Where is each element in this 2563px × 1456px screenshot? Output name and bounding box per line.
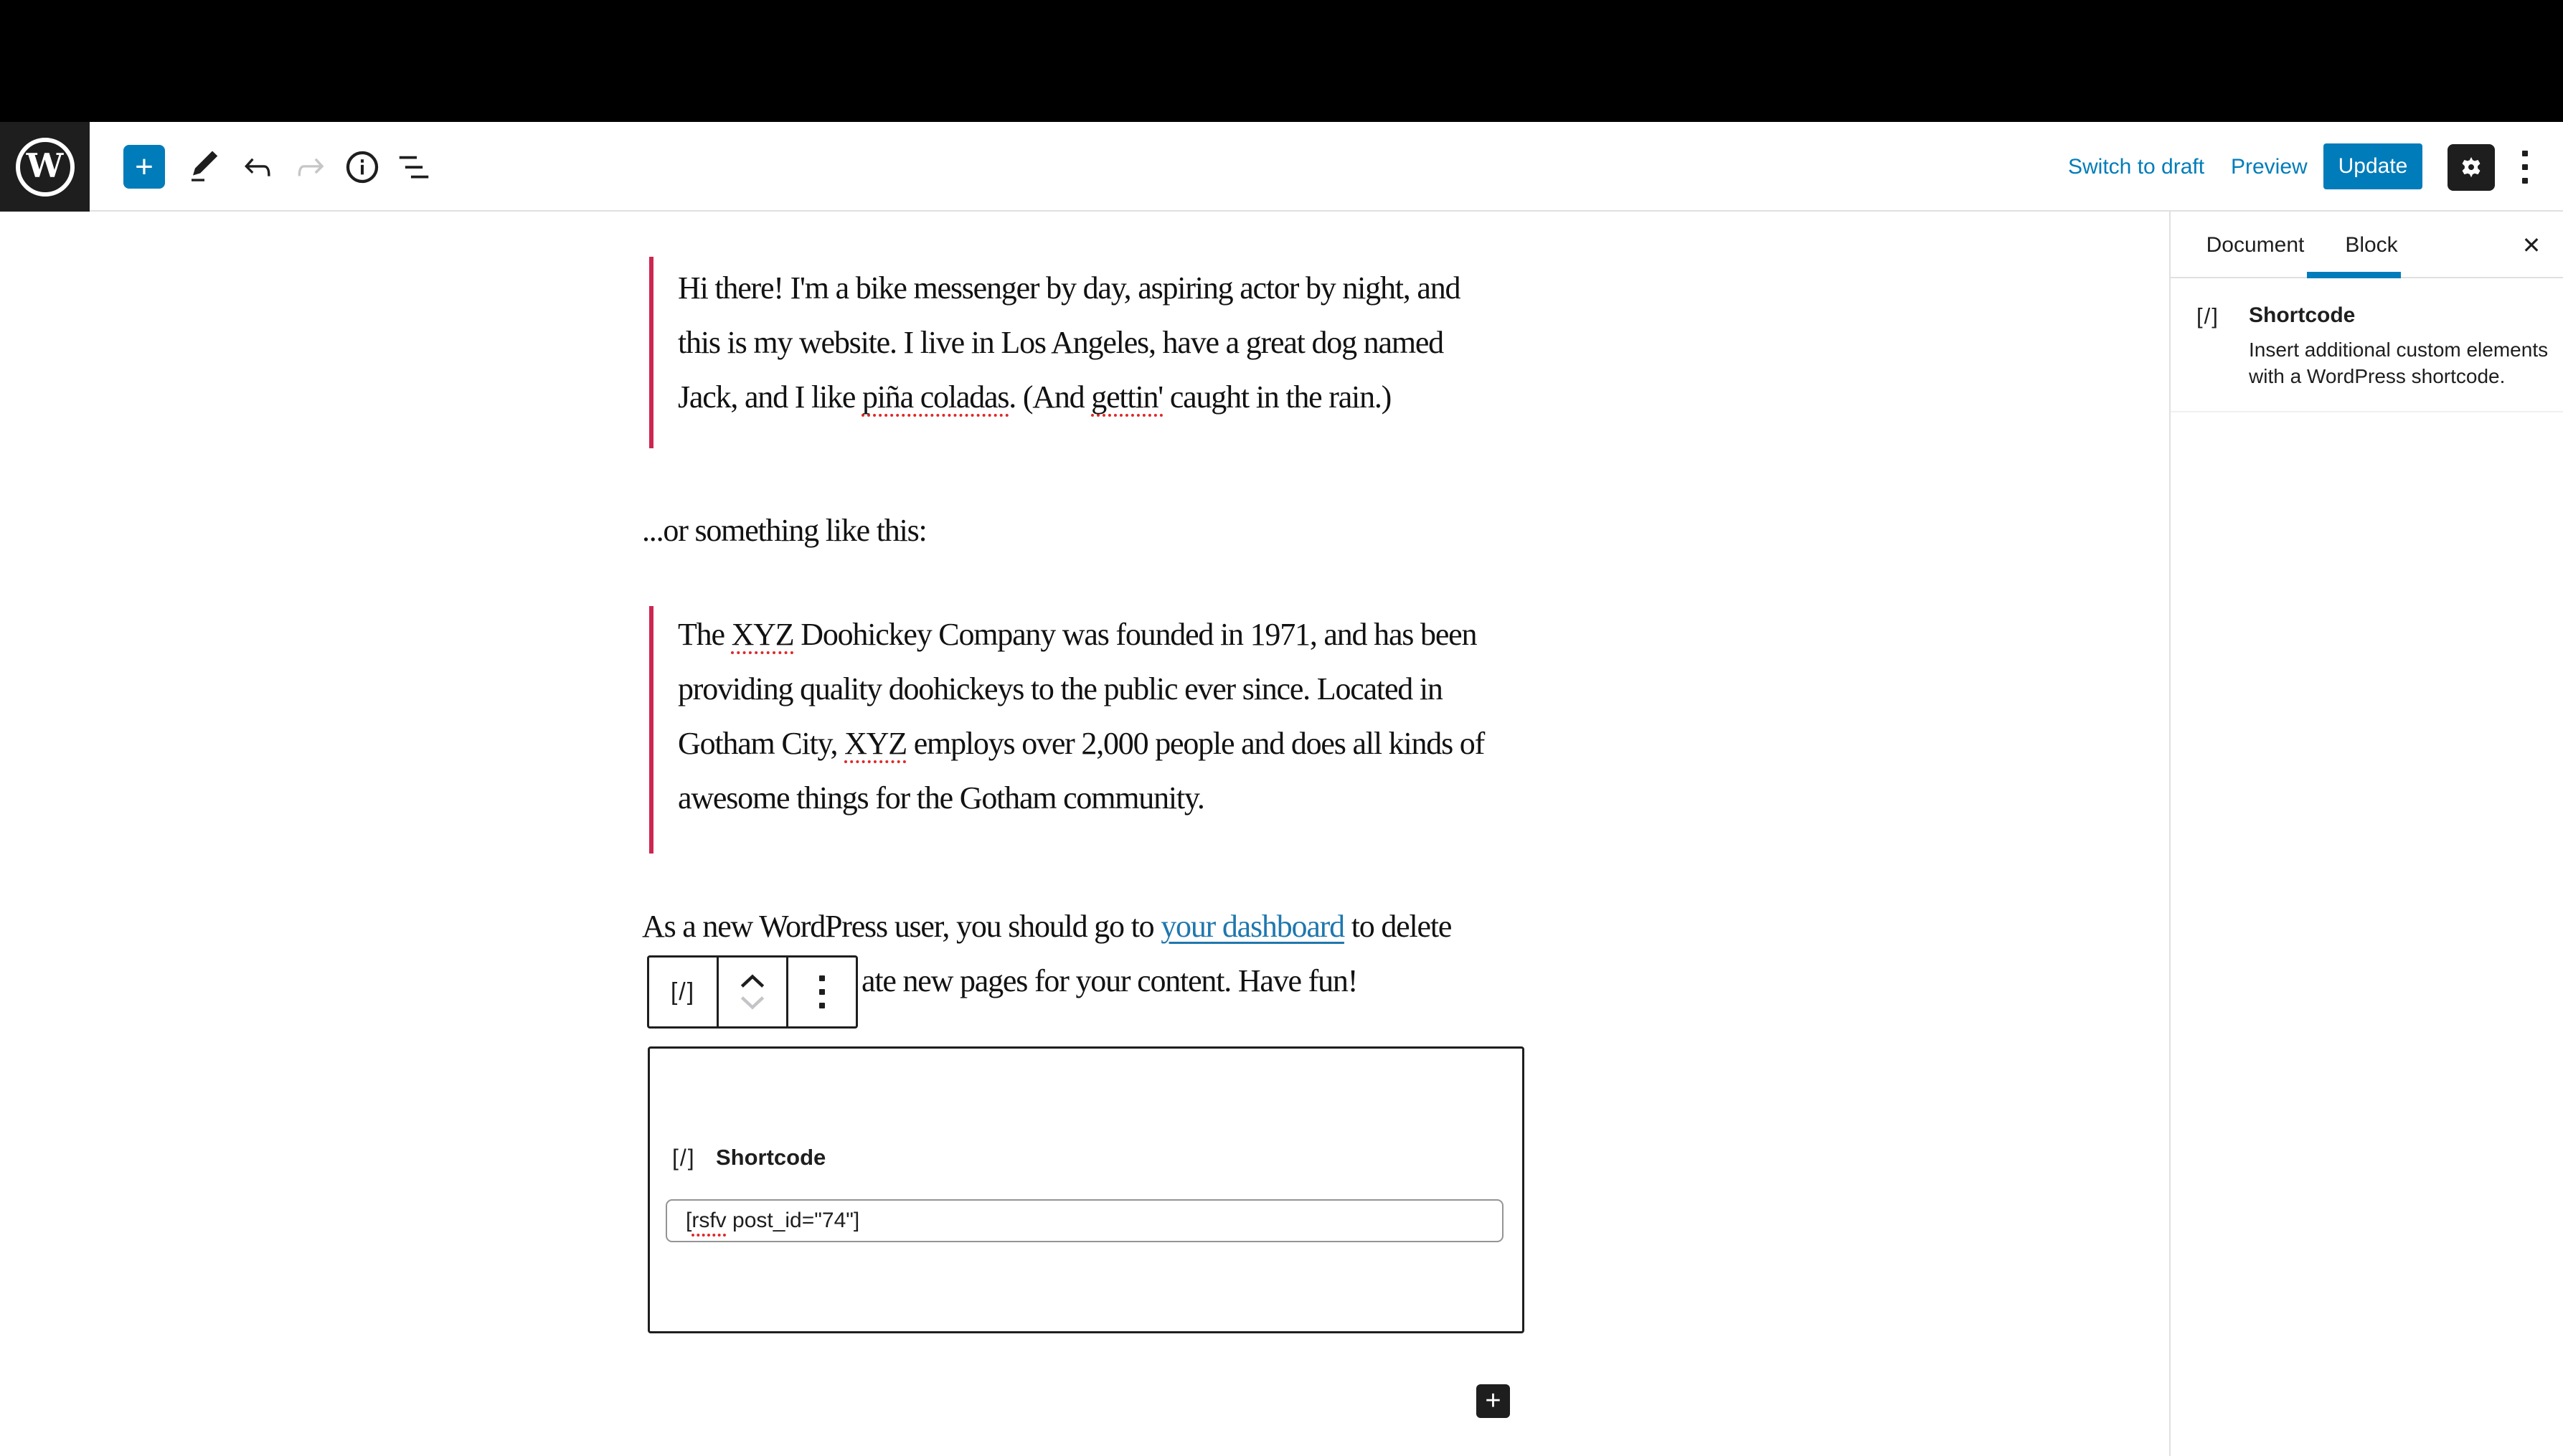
update-button[interactable]: Update [2323, 143, 2422, 189]
tools-button[interactable] [185, 148, 224, 186]
pencil-icon [185, 148, 224, 186]
kebab-icon [819, 975, 825, 1008]
block-inserter-button[interactable] [123, 145, 165, 189]
quote1-line2: this is my website. I live in Los Angeles, have a great dog named [678, 325, 1443, 360]
spellcheck-word: piña coladas [862, 379, 1009, 415]
shortcode-icon: [/] [2196, 303, 2219, 328]
block-type-button[interactable] [649, 958, 717, 1026]
shortcode-input[interactable]: [ rsfv post_id="74"] [666, 1199, 1504, 1242]
redo-icon [291, 148, 330, 186]
undo-icon [238, 148, 277, 186]
block-options-button[interactable] [786, 958, 856, 1026]
panel-divider [2171, 411, 2563, 412]
your-dashboard-link[interactable]: your dashboard [1161, 909, 1344, 944]
paragraph-block-2[interactable]: As a new WordPress user, you should go to your dashboard to delete [642, 909, 1452, 944]
shortcode-block-label: Shortcode [716, 1145, 826, 1170]
list-view-button[interactable] [395, 148, 433, 186]
spellcheck-word: rsfv [692, 1209, 727, 1232]
shortcode-block[interactable] [648, 1046, 1524, 1333]
wordpress-logo-button[interactable] [0, 122, 90, 212]
wordpress-logo-icon [16, 138, 75, 197]
plus-icon: + [1485, 1386, 1501, 1416]
close-icon: ✕ [2521, 232, 2541, 259]
wordpress-logo-letter: W [26, 146, 64, 185]
undo-button[interactable] [238, 148, 277, 186]
redo-button-disabled[interactable] [291, 148, 330, 186]
active-tab-indicator [2307, 272, 2401, 278]
quote2-line1: The XYZ Doohickey Company was founded in 1971, and has been [678, 617, 1477, 652]
top-black-bar [0, 0, 2563, 122]
spellcheck-word: XYZ [844, 726, 907, 761]
block-toolbar [647, 955, 858, 1029]
info-icon [343, 148, 382, 186]
options-menu-button[interactable] [2511, 147, 2539, 187]
plus-icon: + [135, 148, 154, 184]
quote-block-2[interactable] [649, 606, 1484, 854]
shortcode-icon: [/] [672, 1145, 696, 1171]
quote1-line3: Jack, and I like piña coladas. (And gettin' caught in the rain.) [678, 379, 1392, 415]
move-down-icon[interactable] [737, 992, 768, 1015]
kebab-icon [2522, 151, 2528, 156]
quote-block-1[interactable] [649, 257, 1460, 448]
block-panel-description: Insert additional custom elements with a WordPress shortcode. [2249, 339, 2549, 387]
paragraph-block-2-line2[interactable]: ate new pages for your content. Have fun! [862, 963, 1358, 998]
gear-icon [2455, 152, 2487, 184]
spellcheck-word: XYZ [731, 617, 794, 652]
quote2-line3: Gotham City, XYZ employs over 2,000 people and does all kinds of [678, 726, 1485, 761]
add-block-button[interactable] [1476, 1384, 1510, 1418]
quote1-line1: Hi there! I'm a bike messenger by day, aspiring actor by night, and [678, 270, 1460, 306]
block-mover [717, 958, 786, 1026]
shortcode-icon: [/] [670, 978, 696, 1006]
preview-link[interactable]: Preview [2231, 154, 2308, 179]
tab-document[interactable]: Document [2206, 232, 2305, 257]
sidebar-tab-row [2171, 212, 2563, 278]
paragraph-block-1[interactable]: ...or something like this: [642, 513, 927, 548]
quote2-line4: awesome things for the Gotham community. [678, 780, 1204, 816]
list-view-icon [395, 148, 433, 186]
spellcheck-word: gettin' [1091, 379, 1164, 415]
block-panel-title: Shortcode [2249, 303, 2356, 327]
move-up-icon[interactable] [737, 969, 768, 992]
tab-block[interactable]: Block [2345, 232, 2398, 257]
settings-button[interactable] [2448, 144, 2495, 191]
close-sidebar-button[interactable] [2514, 227, 2549, 263]
details-button[interactable] [343, 148, 382, 186]
quote2-line2: providing quality doohickeys to the public ever since. Located in [678, 671, 1443, 706]
settings-sidebar [2169, 212, 2563, 1456]
switch-to-draft-link[interactable]: Switch to draft [2068, 154, 2205, 179]
